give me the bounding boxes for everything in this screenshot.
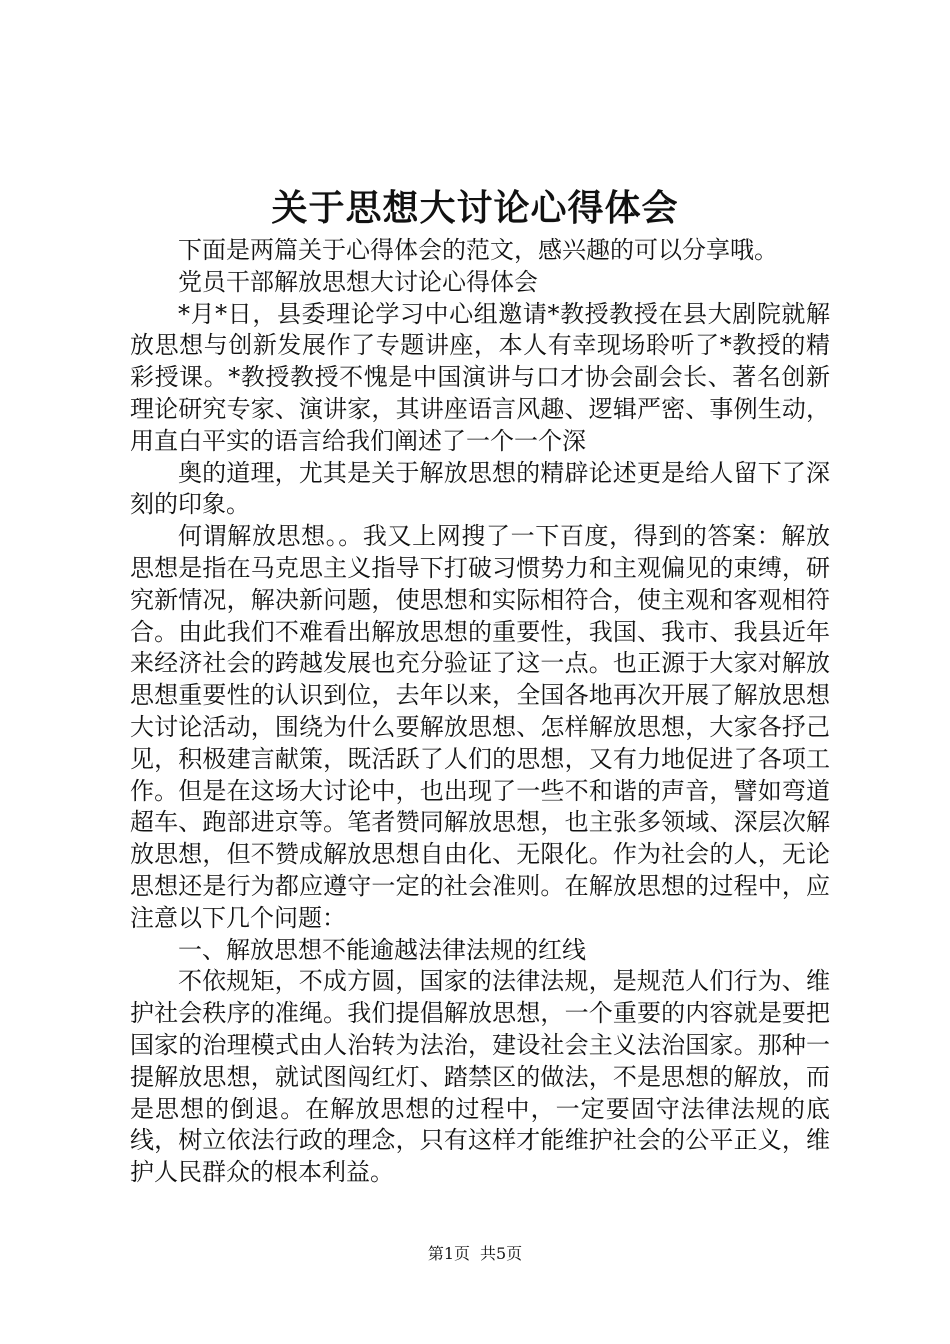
document-body: [130, 235, 830, 1189]
body-paragraph: *月*日，县委理论学习中心组邀请*教授教授在县大剧院就解放思想与创新发展作了专题讲座，本人有幸现场聆听了*教授的精彩授课。*教授教授不愧是中国演讲与口才协会副会长、著名创新理论研究专家、演讲家，其讲座语言风趣、逻辑严密、事例生动，用直白平实的语言给我们阐述了一个一个深: [130, 299, 830, 455]
section-heading: 党员干部解放思想大讨论心得体会: [178, 267, 538, 296]
body-paragraph: 何谓解放思想。。我又上网搜了一下百度，得到的答案：解放思想是指在马克思主义指导下打破习惯势力和主观偏见的束缚，研究新情况，解决新问题，使思想和实际相符合，使主观和客观相符合。由此我们不难看出解放思想的重要性，我国、我市、我县近年来经济社会的跨越发展也充分验证了这一点。也正源于大家对解放思想重要性的认识到位，去年以来，全国各地再次开展了解放思想大讨论活动，围绕为什么要解放思想、怎样解放思想，大家各抒己见，积极建言献策，既活跃了人们的思想，又有力地促进了各项工作。但是在这场大讨论中，也出现了一些不和谐的声音，譬如弯道超车、跑部进京等。笔者赞同解放思想，也主张多领域、深层次解放思想，但不赞成解放思想自由化、无限化。作为社会的人，无论思想还是行为都应遵守一定的社会准则。在解放思想的过程中，应注意以下几个问题：: [130, 522, 830, 932]
document-title: 关于思想大讨论心得体会: [271, 187, 679, 229]
page-number: 第1页: [427, 1244, 470, 1263]
page-footer: [0, 1243, 950, 1265]
body-paragraph: 奥的道理，尤其是关于解放思想的精辟论述更是给人留下了深刻的印象。: [130, 458, 830, 519]
page-total: 共5页: [480, 1244, 523, 1263]
subheading: 一、解放思想不能逾越法律法规的红线: [178, 935, 586, 964]
body-paragraph: 不依规矩，不成方圆，国家的法律法规，是规范人们行为、维护社会秩序的准绳。我们提倡解放思想，一个重要的内容就是要把国家的治理模式由人治转为法治，建设社会主义法治国家。那种一提解放思想，就试图闯红灯、踏禁区的做法，不是思想的解放，而是思想的倒退。在解放思想的过程中，一定要固守法律法规的底线，树立依法行政的理念，只有这样才能维护社会的公平正义，维护人民群众的根本利益。: [130, 967, 830, 1187]
intro-paragraph: 下面是两篇关于心得体会的范文，感兴趣的可以分享哦。: [178, 236, 778, 264]
